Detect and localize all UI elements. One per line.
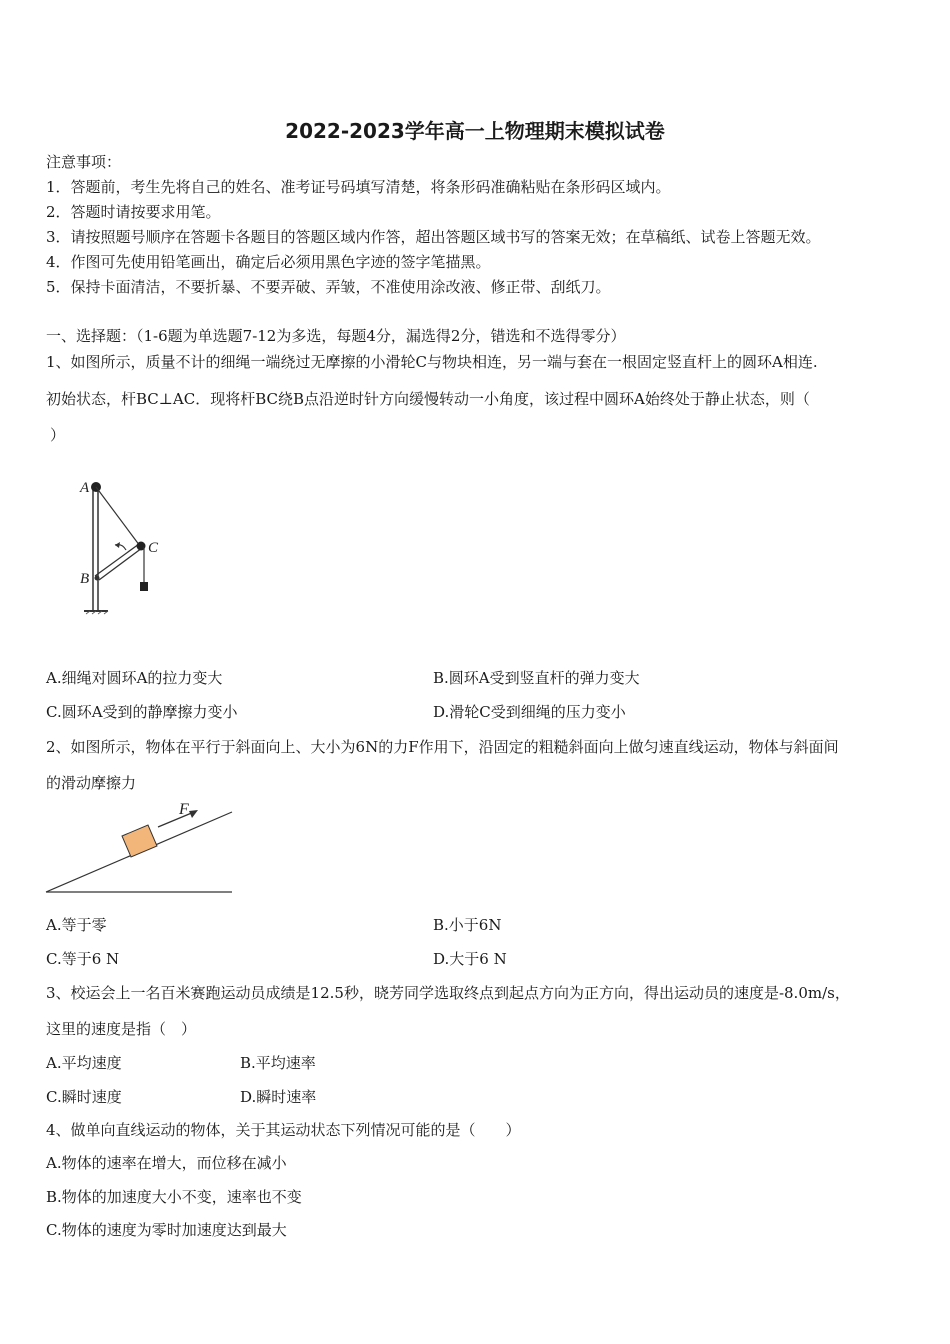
notice-item-3: 3．请按照题号顺序在答题卡各题目的答题区域内作答，超出答题区域书写的答案无效；在草稿纸、试卷上答题无效。: [46, 228, 821, 246]
q3-stem-line2: 这里的速度是指（ ）: [46, 1020, 197, 1038]
label-c: C: [148, 540, 159, 556]
q2-option-c: C.等于6 N: [46, 950, 120, 968]
label-b: B: [80, 571, 90, 587]
q2-option-d: D.大于6 N: [433, 950, 507, 968]
q2-stem-line2: 的滑动摩擦力: [46, 774, 137, 792]
q4-option-c: C.物体的速度为零时加速度达到最大: [46, 1221, 287, 1239]
notice-item-2: 2．答题时请按要求用笔。: [46, 203, 221, 221]
q1-option-a: A.细绳对圆环A的拉力变大: [46, 669, 223, 687]
q3-option-a: A.平均速度: [46, 1054, 122, 1072]
notice-item-5: 5．保持卡面清洁，不要折暴、不要弄破、弄皱，不准使用涂改液、修正带、刮纸刀。: [46, 278, 611, 296]
q1-stem-line1: 1、如图所示，质量不计的细绳一端绕过无摩擦的小滑轮C与物块相连，另一端与套在一根固定竖直杆上的圆环A相连.: [46, 353, 818, 371]
label-a: A: [80, 480, 90, 496]
q1-option-d: D.滑轮C受到细绳的压力变小: [433, 703, 626, 721]
notice-heading: 注意事项：: [46, 153, 122, 171]
q4-option-a: A.物体的速率在增大，而位移在减小: [46, 1154, 287, 1172]
q1-option-c: C.圆环A受到的静摩擦力变小: [46, 703, 238, 721]
page-title: 2022-2023学年高一上物理期末模拟试卷: [285, 119, 665, 143]
q2-option-a: A.等于零: [46, 916, 107, 934]
force-label: F: [179, 801, 189, 818]
q1-stem-line2: 初始状态，杆BC⊥AC．现将杆BC绕B点沿逆时针方向缓慢转动一小角度，该过程中圆环A始终处于静止状态，则（: [46, 390, 810, 408]
q2-stem-line1: 2、如图所示，物体在平行于斜面向上、大小为6N的力F作用下，沿固定的粗糙斜面向上做匀速直线运动，物体与斜面间: [46, 738, 839, 756]
q3-option-d: D.瞬时速率: [240, 1088, 317, 1106]
q3-option-c: C.瞬时速度: [46, 1088, 122, 1106]
q1-stem-line3: ）: [50, 426, 66, 444]
q4-option-b: B.物体的加速度大小不变，速率也不变: [46, 1188, 302, 1206]
notice-item-4: 4．作图可先使用铅笔画出，确定后必须用黑色字迹的签字笔描黑。: [46, 253, 491, 271]
incline-block: [122, 825, 157, 857]
section-heading: 一、选择题：（1-6题为单选题7-12为多选，每题4分，漏选得2分，错选和不选得零分）: [46, 327, 626, 345]
q2-option-b: B.小于6N: [433, 916, 502, 934]
q3-stem-line1: 3、校运会上一名百米赛跑运动员成绩是12.5秒，晓芳同学选取终点到起点方向为正方向，得出运动员的速度是-8.0m/s，: [46, 984, 850, 1002]
q3-option-b: B.平均速率: [240, 1054, 316, 1072]
q1-option-b: B.圆环A受到竖直杆的弹力变大: [433, 669, 640, 687]
notice-item-1: 1．答题前，考生先将自己的姓名、准考证号码填写清楚，将条形码准确粘贴在条形码区域内。: [46, 178, 671, 196]
q4-stem: 4、做单向直线运动的物体，关于其运动状态下列情况可能的是（ ）: [46, 1121, 521, 1139]
hanging-block: [140, 582, 148, 591]
q2-figure: [42, 798, 242, 896]
q1-figure: [74, 470, 174, 620]
